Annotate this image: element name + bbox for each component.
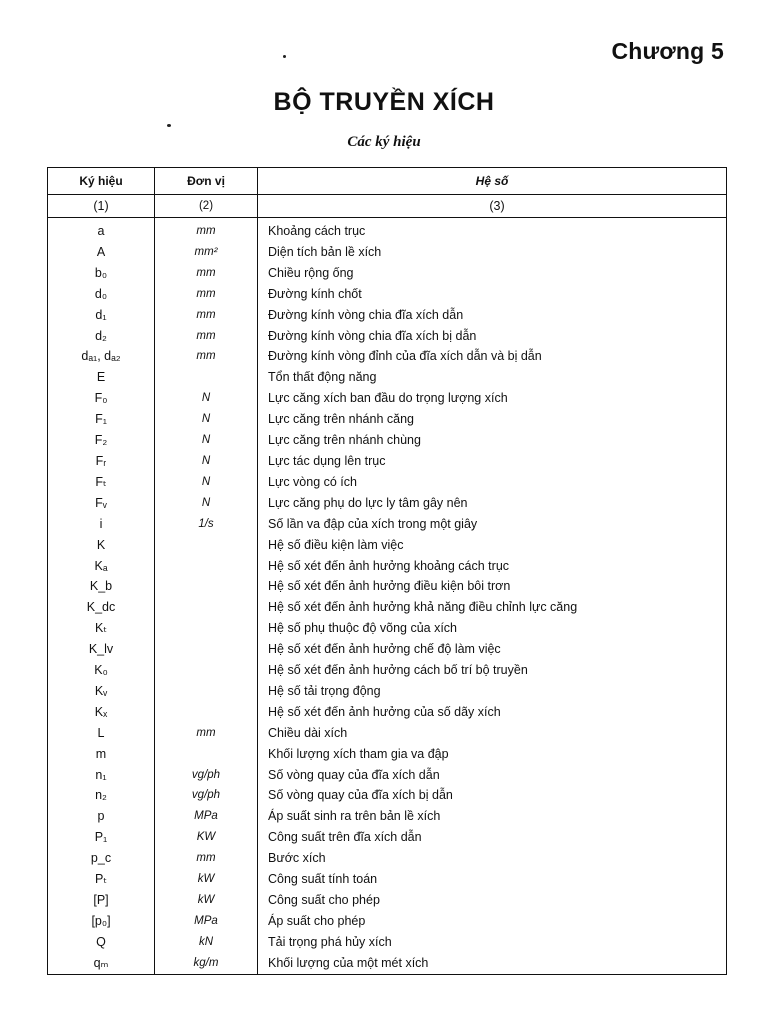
symbol-cell: E	[48, 367, 155, 388]
description-cell: Đường kính vòng chia đĩa xích bị dẫn	[258, 326, 727, 347]
unit-cell: mm²	[155, 242, 258, 263]
unit-cell: kW	[155, 869, 258, 890]
table-row	[48, 284, 727, 305]
unit-cell: KW	[155, 827, 258, 848]
symbol-cell: L	[48, 723, 155, 744]
unit-cell	[155, 367, 258, 388]
page-title: BỘ TRUYỀN XÍCH	[273, 88, 495, 116]
table-row	[48, 639, 727, 660]
description-cell: Tổn thất động năng	[258, 367, 727, 388]
unit-cell	[155, 639, 258, 660]
description-cell: Áp suất sinh ra trên bản lề xích	[258, 806, 727, 827]
table-row	[48, 409, 727, 430]
unit-cell: mm	[155, 326, 258, 347]
description-cell: Lực vòng có ích	[258, 472, 727, 493]
unit-cell: 1/s	[155, 514, 258, 535]
unit-cell: MPa	[155, 911, 258, 932]
symbol-cell: m	[48, 744, 155, 765]
description-cell: Hệ số xét đến ảnh hưởng cách bố trí bộ truyền	[258, 660, 727, 681]
unit-cell	[155, 660, 258, 681]
symbol-cell: n₁	[48, 765, 155, 786]
symbol-cell: p	[48, 806, 155, 827]
unit-cell: mm	[155, 848, 258, 869]
description-cell: Hệ số xét đến ảnh hưởng khoảng cách trục	[258, 556, 727, 577]
table-row	[48, 451, 727, 472]
description-cell: Bước xích	[258, 848, 727, 869]
description-cell: Áp suất cho phép	[258, 911, 727, 932]
unit-cell	[155, 597, 258, 618]
unit-cell: N	[155, 409, 258, 430]
table-body	[48, 218, 727, 975]
unit-cell: vg/ph	[155, 765, 258, 786]
table-row	[48, 618, 727, 639]
unit-cell: vg/ph	[155, 785, 258, 806]
description-cell: Lực căng xích ban đầu do trọng lượng xích	[258, 388, 727, 409]
description-cell: Đường kính vòng đỉnh của đĩa xích dẫn và bị dẫn	[258, 346, 727, 367]
description-cell: Lực căng trên nhánh căng	[258, 409, 727, 430]
unit-cell: N	[155, 493, 258, 514]
table-row	[48, 556, 727, 577]
symbol-cell: d₀	[48, 284, 155, 305]
symbol-cell: A	[48, 242, 155, 263]
description-cell: Công suất cho phép	[258, 890, 727, 911]
table-row	[48, 367, 727, 388]
unit-cell	[155, 681, 258, 702]
unit-cell	[155, 576, 258, 597]
symbol-cell: [P]	[48, 890, 155, 911]
description-cell: Lực căng trên nhánh chùng	[258, 430, 727, 451]
column-header-symbol: Ký hiệu	[48, 168, 155, 195]
unit-cell: mm	[155, 346, 258, 367]
symbol-cell: b₀	[48, 263, 155, 284]
table-row	[48, 723, 727, 744]
unit-cell: mm	[155, 284, 258, 305]
unit-cell	[155, 744, 258, 765]
symbol-cell: Pₜ	[48, 869, 155, 890]
unit-cell: MPa	[155, 806, 258, 827]
symbol-cell: Fᵣ	[48, 451, 155, 472]
unit-cell: mm	[155, 723, 258, 744]
table-row	[48, 576, 727, 597]
description-cell: Tải trọng phá hủy xích	[258, 932, 727, 953]
description-cell: Công suất trên đĩa xích dẫn	[258, 827, 727, 848]
description-cell: Đường kính chốt	[258, 284, 727, 305]
unit-cell	[155, 618, 258, 639]
table-row	[48, 535, 727, 556]
symbol-cell: p_c	[48, 848, 155, 869]
table-row	[48, 305, 727, 326]
description-cell: Số vòng quay của đĩa xích bị dẫn	[258, 785, 727, 806]
table-row	[48, 848, 727, 869]
unit-cell: N	[155, 430, 258, 451]
symbol-cell: K₀	[48, 660, 155, 681]
column-header-unit: Đơn vị	[155, 168, 258, 195]
description-cell: Hệ số xét đến ảnh hưởng khả năng điều chỉnh lực căng	[258, 597, 727, 618]
unit-cell: N	[155, 388, 258, 409]
symbol-cell: F₁	[48, 409, 155, 430]
unit-cell: N	[155, 451, 258, 472]
unit-cell: kW	[155, 890, 258, 911]
column-number: (3)	[258, 195, 727, 218]
unit-cell: mm	[155, 263, 258, 284]
description-cell: Hệ số xét đến ảnh hưởng của số dãy xích	[258, 702, 727, 723]
description-cell: Số vòng quay của đĩa xích dẫn	[258, 765, 727, 786]
symbol-cell: Kₜ	[48, 618, 155, 639]
symbol-cell: [p₀]	[48, 911, 155, 932]
symbols-table	[47, 167, 727, 975]
chapter-label: Chương 5	[611, 38, 724, 64]
column-header-coefficient: Hệ số	[258, 168, 727, 195]
description-cell: Lực tác dụng lên trục	[258, 451, 727, 472]
symbol-cell: K_b	[48, 576, 155, 597]
description-cell: Chiều dài xích	[258, 723, 727, 744]
table-row	[48, 869, 727, 890]
scan-speck	[167, 124, 171, 127]
table-row	[48, 660, 727, 681]
symbol-cell: qₘ	[48, 953, 155, 974]
symbol-cell: dₐ₁, dₐ₂	[48, 346, 155, 367]
table-row	[48, 681, 727, 702]
symbol-cell: Q	[48, 932, 155, 953]
description-cell: Diện tích bản lề xích	[258, 242, 727, 263]
description-cell: Hệ số phụ thuộc độ võng của xích	[258, 618, 727, 639]
column-number-row	[48, 195, 727, 218]
table-row	[48, 514, 727, 535]
table-row	[48, 765, 727, 786]
table-row	[48, 806, 727, 827]
symbol-cell: n₂	[48, 785, 155, 806]
unit-cell	[155, 556, 258, 577]
table-row	[48, 472, 727, 493]
table-row	[48, 702, 727, 723]
table-header-row	[48, 168, 727, 195]
table-row	[48, 827, 727, 848]
symbol-cell: F₂	[48, 430, 155, 451]
description-cell: Hệ số tải trọng động	[258, 681, 727, 702]
scan-speck	[283, 55, 286, 58]
description-cell: Số lần va đập của xích trong một giây	[258, 514, 727, 535]
symbol-cell: a	[48, 218, 155, 242]
symbol-cell: d₁	[48, 305, 155, 326]
table-row	[48, 953, 727, 974]
table-row	[48, 263, 727, 284]
symbol-cell: K_dc	[48, 597, 155, 618]
unit-cell: kN	[155, 932, 258, 953]
table-row	[48, 326, 727, 347]
description-cell: Lực căng phụ do lực ly tâm gây nên	[258, 493, 727, 514]
symbol-cell: Fₜ	[48, 472, 155, 493]
description-cell: Đường kính vòng chia đĩa xích dẫn	[258, 305, 727, 326]
symbol-cell: Kᵥ	[48, 681, 155, 702]
unit-cell: mm	[155, 305, 258, 326]
description-cell: Hệ số điều kiện làm việc	[258, 535, 727, 556]
symbol-cell: P₁	[48, 827, 155, 848]
description-cell: Khoảng cách trục	[258, 218, 727, 242]
table-caption: Các ký hiệu	[347, 134, 421, 150]
symbol-cell: F₀	[48, 388, 155, 409]
table-row	[48, 493, 727, 514]
description-cell: Công suất tính toán	[258, 869, 727, 890]
table-row	[48, 785, 727, 806]
description-cell: Khối lượng của một mét xích	[258, 953, 727, 974]
table-row	[48, 744, 727, 765]
unit-cell: kg/m	[155, 953, 258, 974]
table-row	[48, 890, 727, 911]
symbol-cell: K_lv	[48, 639, 155, 660]
unit-cell: mm	[155, 218, 258, 242]
symbol-cell: Kₐ	[48, 556, 155, 577]
symbol-cell: Kₓ	[48, 702, 155, 723]
symbol-cell: d₂	[48, 326, 155, 347]
table-row	[48, 346, 727, 367]
unit-cell	[155, 535, 258, 556]
description-cell: Hệ số xét đến ảnh hưởng điều kiện bôi trơn	[258, 576, 727, 597]
symbol-cell: Fᵥ	[48, 493, 155, 514]
description-cell: Khối lượng xích tham gia va đập	[258, 744, 727, 765]
table-row	[48, 430, 727, 451]
symbol-cell: K	[48, 535, 155, 556]
description-cell: Chiều rộng ống	[258, 263, 727, 284]
column-number: (1)	[48, 195, 155, 218]
table-row	[48, 218, 727, 242]
table-row	[48, 911, 727, 932]
column-number: (2)	[155, 195, 258, 218]
table-row	[48, 242, 727, 263]
symbol-cell: i	[48, 514, 155, 535]
unit-cell: N	[155, 472, 258, 493]
table-row	[48, 932, 727, 953]
unit-cell	[155, 702, 258, 723]
description-cell: Hệ số xét đến ảnh hưởng chế độ làm việc	[258, 639, 727, 660]
table-row	[48, 597, 727, 618]
table-row	[48, 388, 727, 409]
